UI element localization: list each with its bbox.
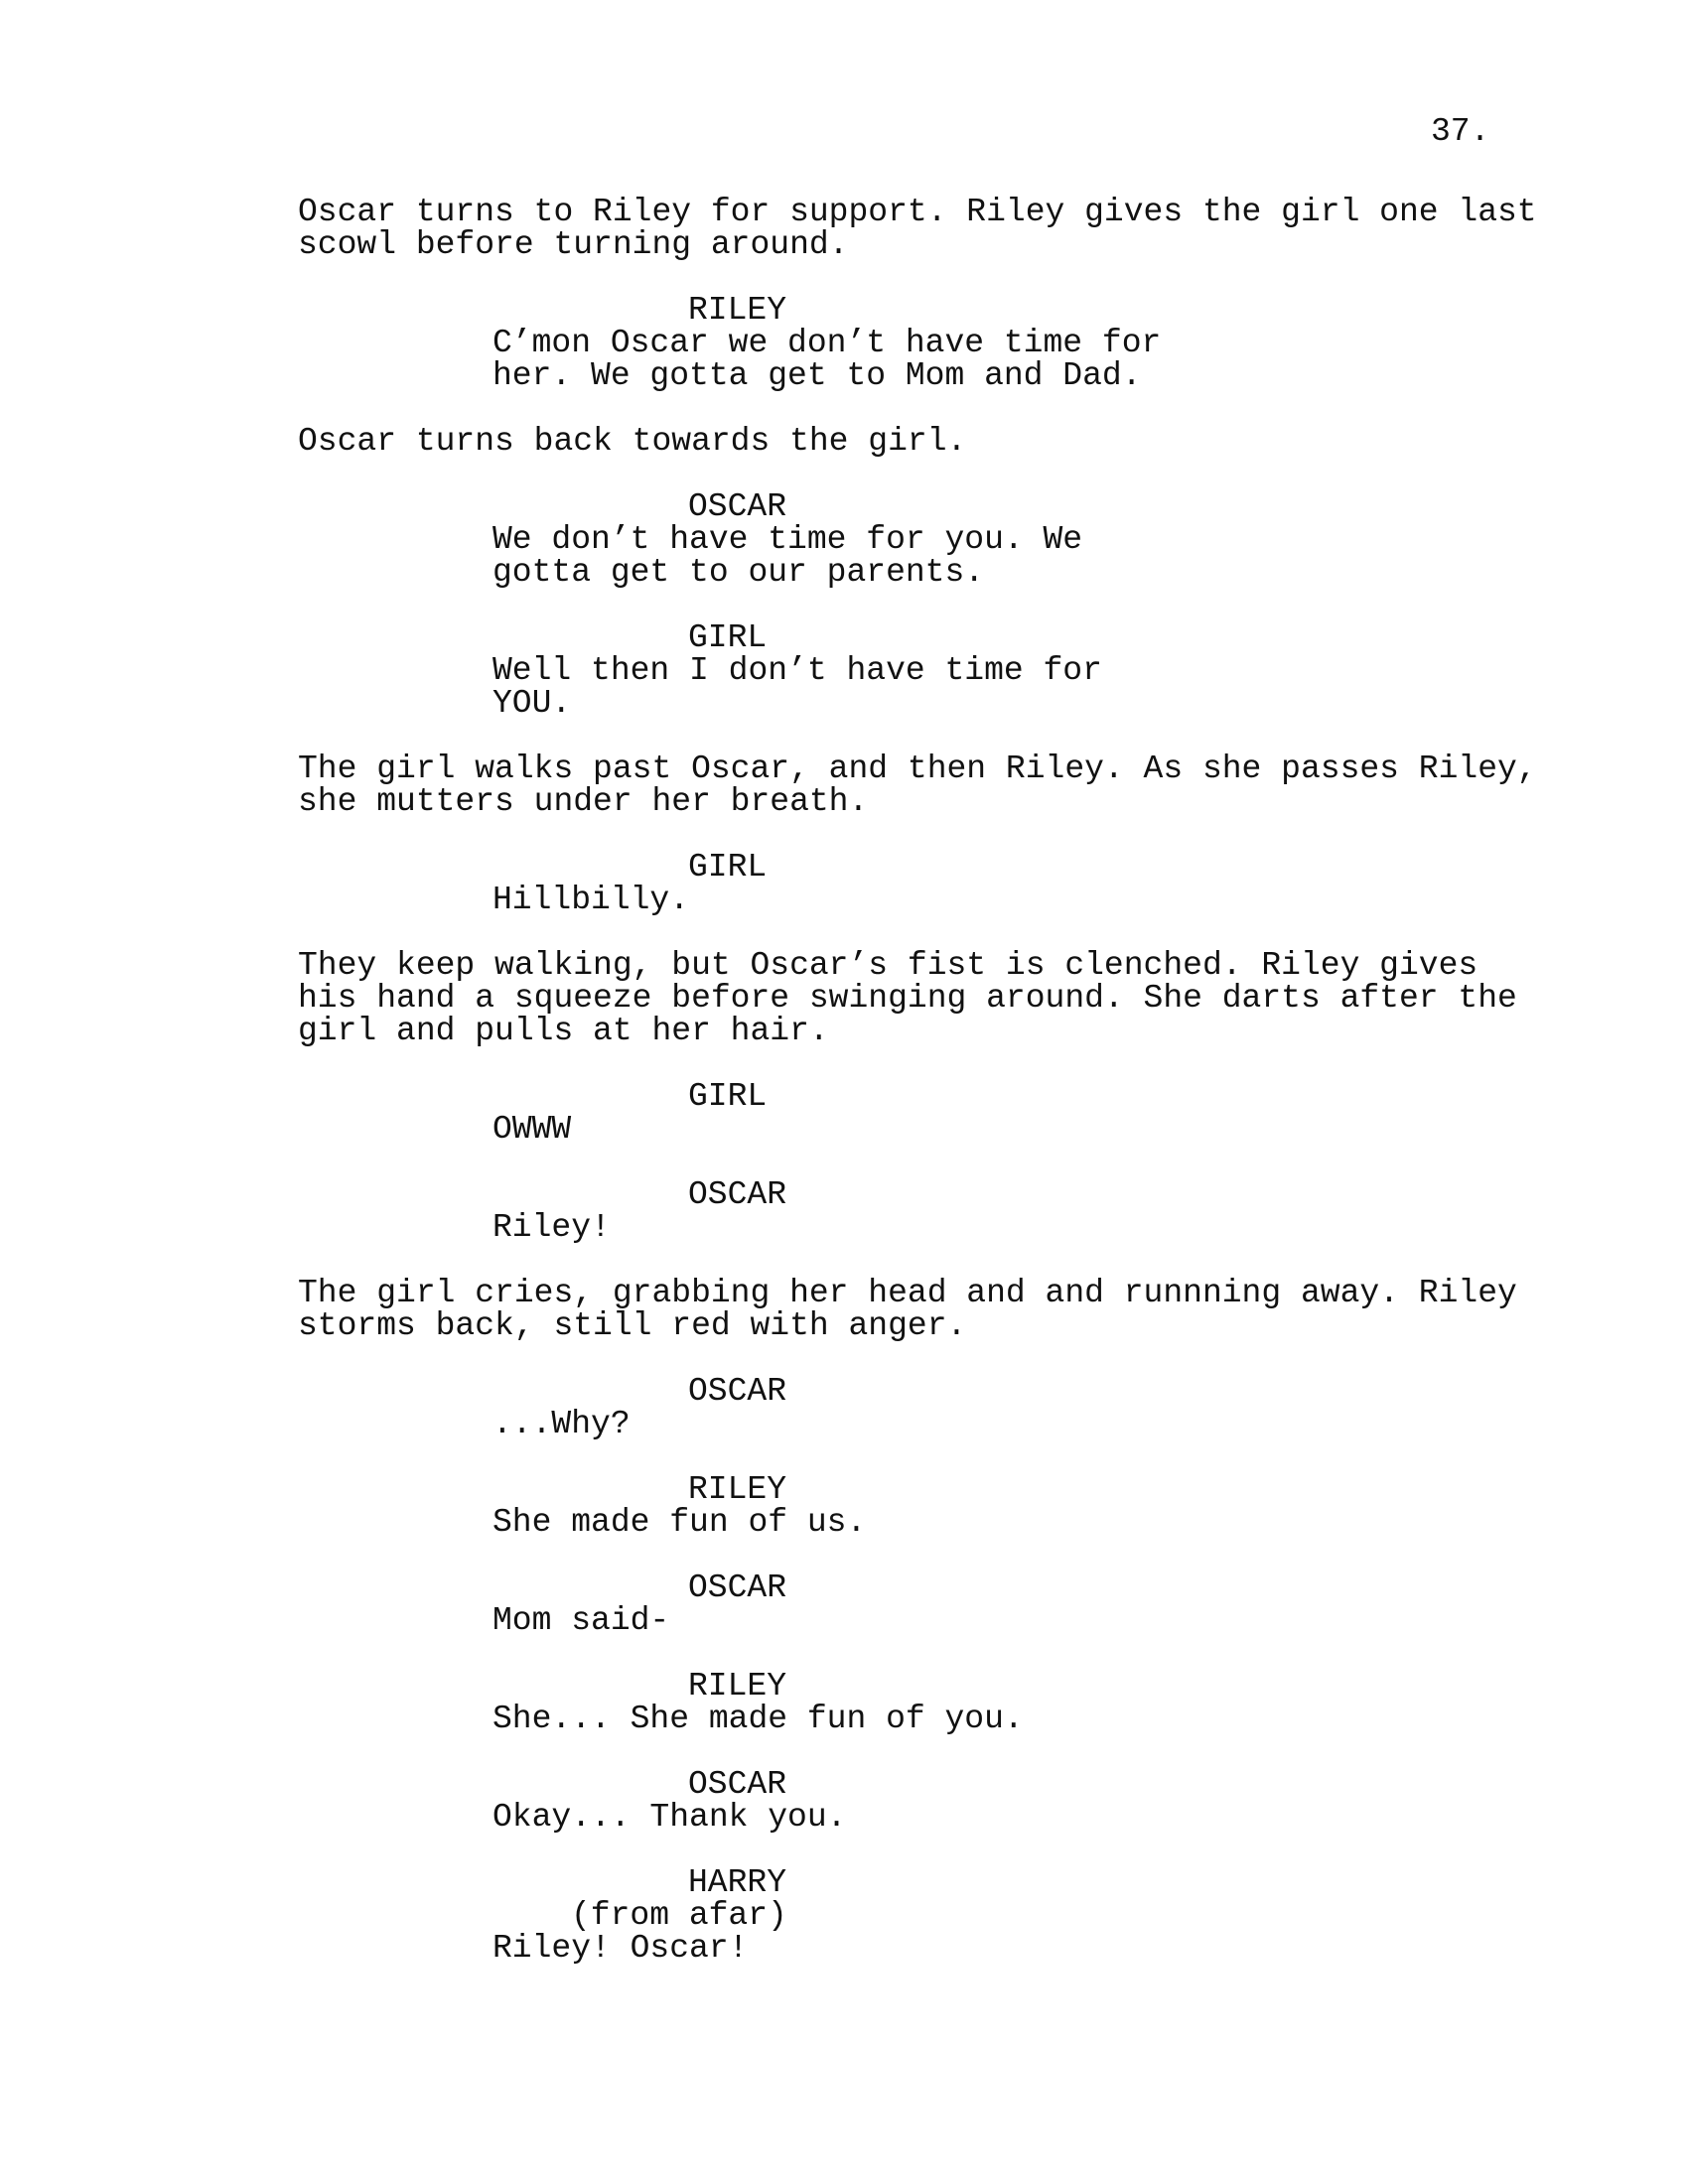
character-name: OSCAR (688, 1176, 787, 1213)
character-name: OSCAR (688, 488, 787, 525)
dialogue: Well then I don’t have time for YOU. (492, 652, 1102, 722)
action-line: Oscar turns back towards the girl. (298, 423, 967, 460)
character-name: HARRY (688, 1864, 787, 1901)
character-name: GIRL (688, 1078, 768, 1115)
dialogue: Riley! Oscar! (492, 1930, 749, 1967)
dialogue: C’mon Oscar we don’t have time for her. We gotta get to Mom and Dad. (492, 325, 1162, 394)
action-line: The girl walks past Oscar, and then Riley. As she passes Riley, she mutters under her breath. (298, 751, 1537, 820)
action-line: They keep walking, but Oscar’s fist is clenched. Riley gives his hand a squeeze before swinging around. She darts after the girl and pulls at her hair. (298, 947, 1517, 1049)
dialogue: Riley! (492, 1209, 611, 1246)
action-line: The girl cries, grabbing her head and and runnning away. Riley storms back, still red with anger. (298, 1275, 1517, 1344)
character-name: OSCAR (688, 1766, 787, 1803)
parenthetical: (from afar) (571, 1897, 787, 1934)
character-name: RILEY (688, 292, 787, 329)
dialogue: Mom said- (492, 1602, 670, 1639)
character-name: OSCAR (688, 1373, 787, 1410)
dialogue: She... She made fun of you. (492, 1701, 1024, 1737)
dialogue: She made fun of us. (492, 1504, 867, 1541)
character-name: GIRL (688, 849, 768, 886)
page-number: 37. (1431, 113, 1490, 150)
dialogue: We don’t have time for you. We gotta get to our parents. (492, 521, 1083, 591)
dialogue: ...Why? (492, 1406, 631, 1442)
dialogue: OWWW (492, 1111, 572, 1148)
character-name: OSCAR (688, 1570, 787, 1606)
character-name: RILEY (688, 1668, 787, 1705)
action-line: Oscar turns to Riley for support. Riley gives the girl one last scowl before turning around. (298, 194, 1537, 263)
character-name: RILEY (688, 1471, 787, 1508)
dialogue: Okay... Thank you. (492, 1799, 847, 1836)
character-name: GIRL (688, 619, 768, 656)
dialogue: Hillbilly. (492, 882, 690, 918)
